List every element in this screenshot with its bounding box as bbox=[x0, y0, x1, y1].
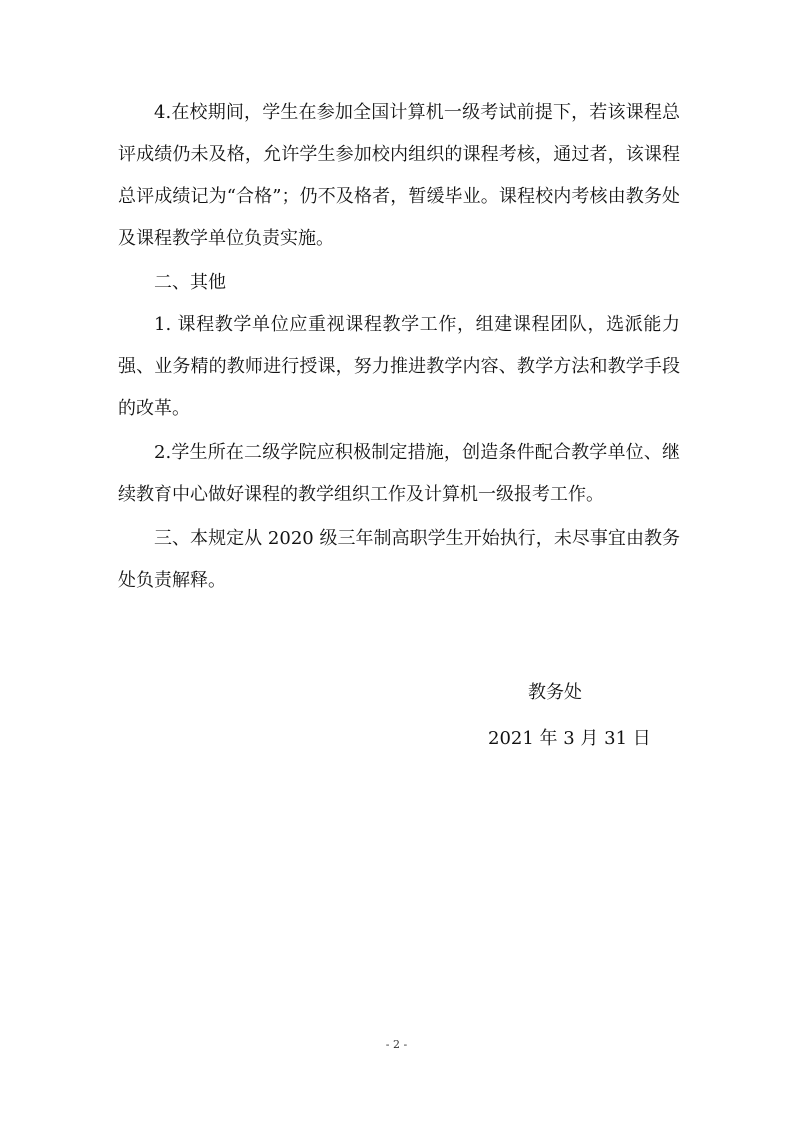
signature-date: 2021 年 3 月 31 日 bbox=[488, 728, 651, 749]
paragraph-section-three: 三、本规定从 2020 级三年制高职学生开始执行，未尽事宜由教务处负责解释。 bbox=[118, 528, 680, 591]
signature-organization: 教务处 bbox=[528, 682, 582, 703]
paragraph-item-4: 4.在校期间，学生在参加全国计算机一级考试前提下，若该课程总评成绩仍未及格，允许学生参加校内组织的课程考核，通过者，该课程总评成绩记为“合格”；仍不及格者，暂缓毕业。课程校内考核由教务处及课程教学单位负责实施。 bbox=[118, 102, 680, 249]
paragraph-item-1: 1. 课程教学单位应重视课程教学工作，组建课程团队，选派能力强、业务精的教师进行授课，努力推进教学内容、教学方法和教学手段的改革。 bbox=[118, 314, 680, 419]
document-body bbox=[118, 92, 680, 604]
section-heading-other: 二、其他 bbox=[154, 272, 226, 293]
page-number: - 2 - bbox=[385, 1038, 408, 1051]
paragraph-item-2: 2.学生所在二级学院应积极制定措施，创造条件配合教学单位、继续教育中心做好课程的教学组织工作及计算机一级报考工作。 bbox=[118, 442, 680, 505]
